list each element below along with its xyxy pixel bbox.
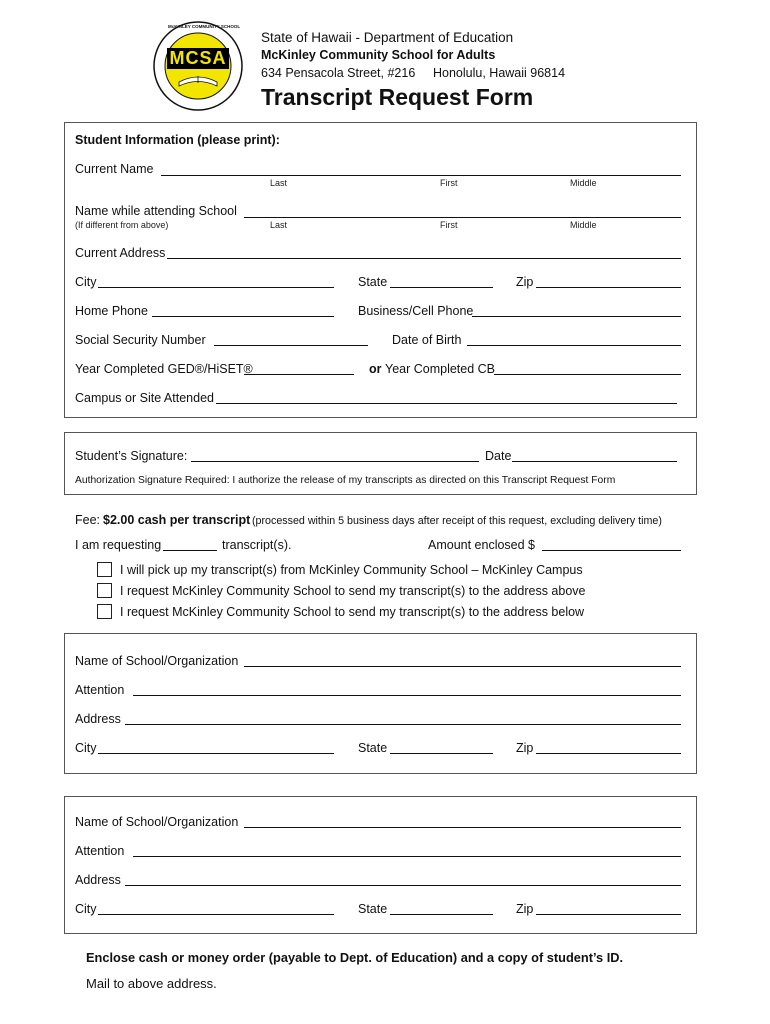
r2-city-field[interactable]: [98, 902, 334, 915]
student-signature-field[interactable]: [191, 449, 479, 462]
signature-date-label: Date: [485, 449, 512, 463]
attending-middle-caption: Middle: [570, 220, 597, 230]
r2-zip-label: Zip: [516, 902, 534, 916]
r1-org-field[interactable]: [244, 654, 681, 667]
school-logo: [153, 20, 243, 112]
transcript-count-field[interactable]: [163, 538, 217, 551]
header-department: State of Hawaii - Department of Education: [261, 30, 514, 45]
send-below-option-label: I request McKinley Community School to send my transcript(s) to the address below: [120, 605, 585, 619]
year-ged-label: Year Completed GED®/HiSET®: [75, 362, 253, 376]
send-below-checkbox[interactable]: [97, 604, 112, 619]
r2-zip-field[interactable]: [536, 902, 681, 915]
current-name-middle-caption: Middle: [570, 178, 597, 188]
r2-address-label: Address: [75, 873, 121, 887]
r2-org-field[interactable]: [244, 815, 681, 828]
current-name-last-caption: Last: [270, 178, 288, 188]
if-different-caption: (If different from above): [75, 220, 169, 230]
r1-zip-field[interactable]: [536, 741, 681, 754]
r1-attention-label: Attention: [75, 683, 125, 697]
r1-address-label: Address: [75, 712, 121, 726]
r1-state-label: State: [358, 741, 388, 755]
state-field[interactable]: [390, 275, 493, 288]
r2-attention-label: Attention: [75, 844, 125, 858]
year-ged-field[interactable]: [244, 362, 354, 375]
r1-address-field[interactable]: [125, 712, 681, 725]
campus-field[interactable]: [216, 391, 677, 404]
year-cb-field[interactable]: [494, 362, 681, 375]
authorization-text: Authorization Signature Required: I authorize the release of my transcripts as directed on this Transcript Request Form: [75, 475, 616, 486]
current-address-field[interactable]: [167, 246, 681, 259]
current-address-label: Current Address: [75, 246, 166, 260]
mail-instructions: Mail to above address.: [86, 976, 217, 991]
header-city: Honolulu, Hawaii 96814: [433, 66, 566, 80]
header-street: 634 Pensacola Street, #216: [261, 66, 416, 80]
fee-amount: $2.00 cash per transcript: [103, 513, 251, 527]
ssn-label: Social Security Number: [75, 333, 206, 347]
campus-label: Campus or Site Attended: [75, 391, 214, 405]
r2-state-field[interactable]: [390, 902, 493, 915]
send-above-option-label: I request McKinley Community School to send my transcript(s) to the address above: [120, 584, 586, 598]
student-signature-label: Student’s Signature:: [75, 449, 188, 463]
r2-org-label: Name of School/Organization: [75, 815, 239, 829]
student-info-heading: Student Information (please print):: [75, 133, 280, 147]
home-phone-label: Home Phone: [75, 304, 148, 318]
name-attending-field[interactable]: [244, 205, 681, 218]
state-label: State: [358, 275, 388, 289]
r2-city-label: City: [75, 902, 97, 916]
pickup-option-label: I will pick up my transcript(s) from McKinley Community School – McKinley Campus: [120, 563, 583, 577]
page-title: Transcript Request Form: [261, 84, 534, 110]
r1-org-label: Name of School/Organization: [75, 654, 239, 668]
r2-address-field[interactable]: [125, 873, 681, 886]
ssn-field[interactable]: [214, 333, 368, 346]
current-name-label: Current Name: [75, 162, 154, 176]
city-label: City: [75, 275, 97, 289]
transcripts-label: transcript(s).: [222, 538, 292, 552]
r1-zip-label: Zip: [516, 741, 534, 755]
header-school: McKinley Community School for Adults: [261, 48, 496, 62]
signature-date-field[interactable]: [512, 449, 677, 462]
name-attending-label: Name while attending School: [75, 204, 237, 218]
fee-label: Fee:: [75, 513, 101, 527]
r1-city-label: City: [75, 741, 97, 755]
dob-label: Date of Birth: [392, 333, 462, 347]
dob-field[interactable]: [467, 333, 681, 346]
fee-note: (processed within 5 business days after receipt of this request, excluding delivery time): [252, 515, 662, 527]
pickup-checkbox[interactable]: [97, 562, 112, 577]
attending-first-caption: First: [440, 220, 458, 230]
r2-state-label: State: [358, 902, 388, 916]
r1-state-field[interactable]: [390, 741, 493, 754]
r1-city-field[interactable]: [98, 741, 334, 754]
send-above-checkbox[interactable]: [97, 583, 112, 598]
or-label: or: [369, 362, 382, 376]
amount-enclosed-field[interactable]: [542, 538, 681, 551]
year-cb-label: Year Completed CB: [385, 362, 496, 376]
r1-attention-field[interactable]: [133, 683, 681, 696]
logo-ring-text: McKINLEY COMMUNITY SCHOOL: [168, 24, 241, 29]
zip-label: Zip: [516, 275, 534, 289]
business-phone-field[interactable]: [472, 304, 681, 317]
amount-enclosed-label: Amount enclosed $: [428, 538, 536, 552]
logo-text: MCSA: [169, 48, 227, 68]
home-phone-field[interactable]: [152, 304, 334, 317]
current-name-first-caption: First: [440, 178, 458, 188]
r2-attention-field[interactable]: [133, 844, 681, 857]
enclose-instructions: Enclose cash or money order (payable to Dept. of Education) and a copy of student’s ID.: [86, 950, 624, 965]
attending-last-caption: Last: [270, 220, 288, 230]
zip-field[interactable]: [536, 275, 681, 288]
requesting-label: I am requesting: [75, 538, 162, 552]
business-phone-label: Business/Cell Phone: [358, 304, 474, 318]
city-field[interactable]: [98, 275, 334, 288]
current-name-field[interactable]: [161, 163, 681, 176]
